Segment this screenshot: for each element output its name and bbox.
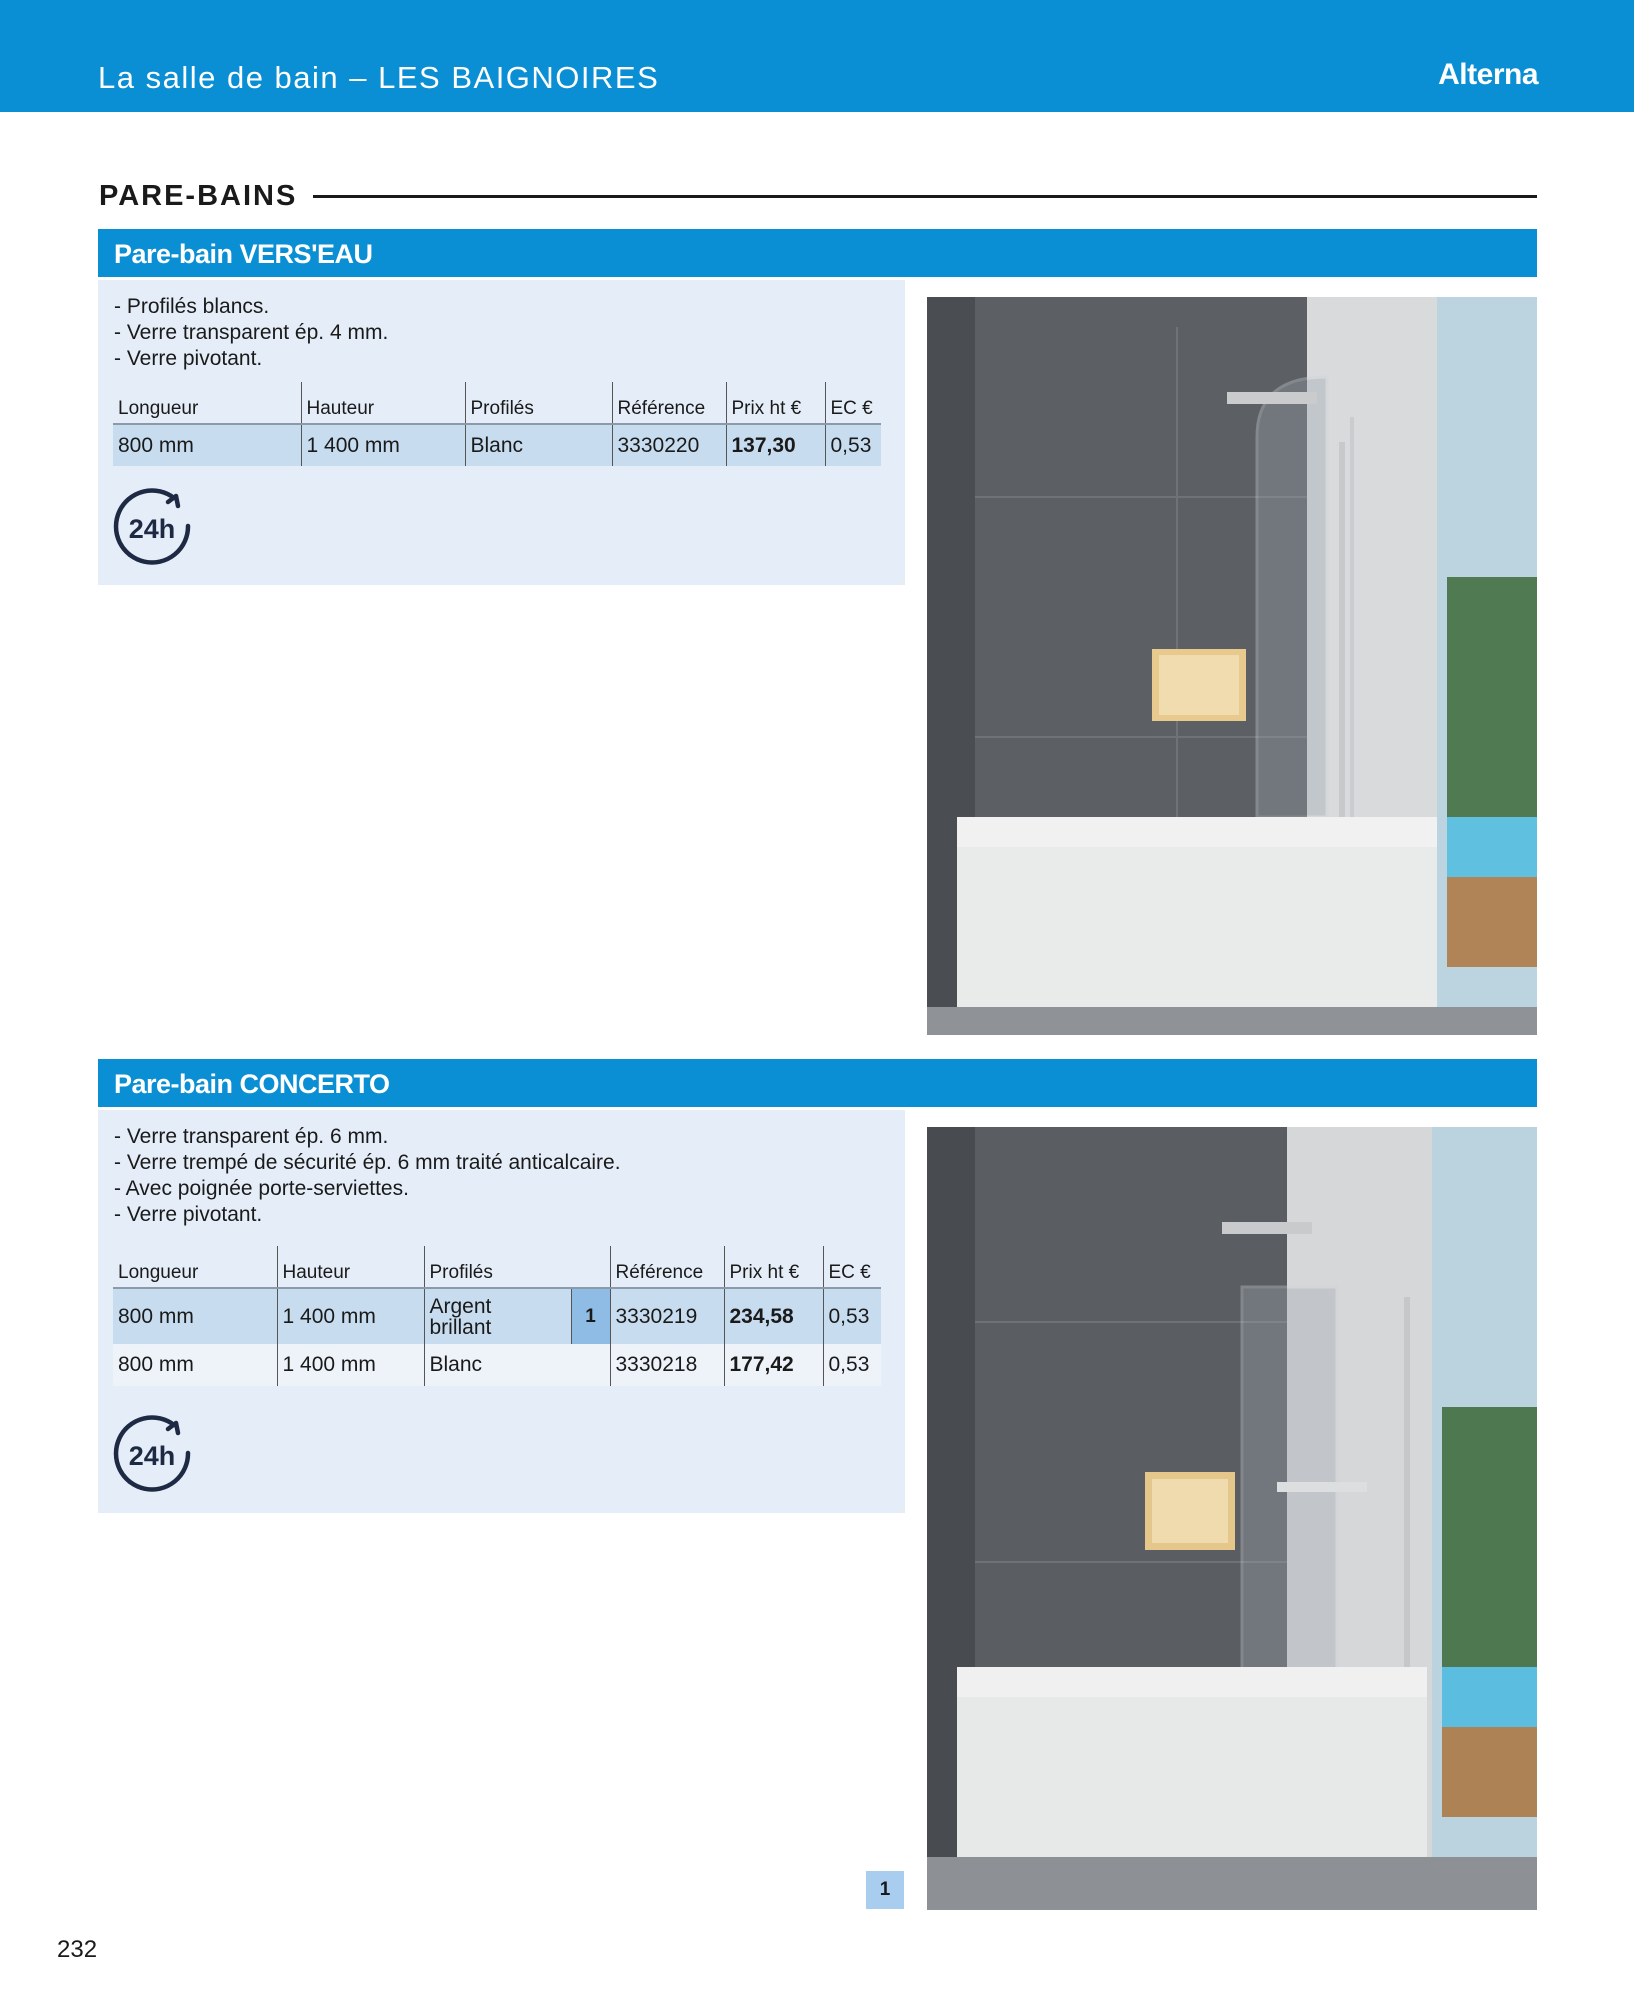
delivery-badge-text: 24h — [128, 514, 176, 544]
table-row — [113, 1344, 881, 1386]
cell-longueur: 800 mm — [113, 1344, 277, 1386]
product-name: Pare-bain VERS'EAU — [114, 239, 373, 269]
delivery-24h-icon — [112, 488, 196, 572]
column-header: Prix ht € — [724, 1246, 823, 1288]
column-header: EC € — [823, 1246, 881, 1288]
page-header-title: La salle de bain – LES BAIGNOIRES — [98, 60, 660, 95]
cell-longueur: 800 mm — [113, 424, 301, 466]
table-row — [113, 424, 881, 466]
feature-item: - Verre transparent ép. 4 mm. — [114, 321, 389, 344]
feature-item: - Profilés blancs. — [114, 295, 270, 318]
column-header: Hauteur — [277, 1246, 424, 1288]
page-number: 232 — [57, 1936, 98, 1963]
cell-hauteur: 1 400 mm — [277, 1344, 424, 1386]
section-title: PARE-BAINS — [99, 179, 298, 212]
profiles-line: brillant — [429, 1315, 492, 1339]
feature-list — [114, 1124, 621, 1228]
feature-item: - Avec poignée porte-serviettes. — [114, 1177, 409, 1200]
header-bar — [0, 0, 1634, 112]
feature-list — [114, 294, 388, 372]
cell-hauteur: 1 400 mm — [277, 1288, 424, 1344]
column-header: Prix ht € — [726, 382, 825, 424]
delivery-badge-text: 24h — [128, 1441, 176, 1471]
table-row — [113, 1288, 881, 1344]
cell-reference: 3330219 — [610, 1288, 724, 1344]
column-header: Longueur — [113, 1246, 277, 1288]
cell-reference: 3330220 — [612, 424, 726, 466]
profiles-line: Argent — [429, 1294, 492, 1318]
column-header: Référence — [610, 1246, 724, 1288]
delivery-24h-icon — [112, 1415, 196, 1499]
cell-longueur: 800 mm — [113, 1288, 277, 1344]
product-name: Pare-bain CONCERTO — [114, 1069, 390, 1099]
column-header: Référence — [612, 382, 726, 424]
section-rule — [313, 195, 1537, 198]
cell-hauteur: 1 400 mm — [301, 424, 465, 466]
table-header-row — [113, 1246, 881, 1288]
feature-item: - Verre transparent ép. 6 mm. — [114, 1125, 389, 1148]
feature-item: - Verre trempé de sécurité ép. 6 mm traité anticalcaire. — [114, 1151, 621, 1174]
product-title-bar — [98, 1059, 1537, 1107]
cell-reference: 3330218 — [610, 1344, 724, 1386]
spec-table — [113, 1246, 881, 1386]
column-header: Profilés — [424, 1246, 610, 1288]
feature-item: - Verre pivotant. — [114, 1203, 263, 1226]
column-header: EC € — [825, 382, 881, 424]
cell-ec: 0,53 — [823, 1344, 881, 1386]
bathtub-photo-illustration — [927, 1127, 1537, 1910]
bathtub-photo-illustration — [927, 297, 1537, 1035]
product-info-panel — [98, 1110, 905, 1513]
product-info-panel — [98, 280, 905, 585]
footnote-marker: 1 — [866, 1871, 904, 1909]
column-header: Longueur — [113, 382, 301, 424]
section-heading — [99, 176, 1537, 216]
cell-ec: 0,53 — [823, 1288, 881, 1344]
cell-ec: 0,53 — [825, 424, 881, 466]
cell-profiles: Blanc — [465, 424, 612, 466]
column-header: Profilés — [465, 382, 612, 424]
feature-item: - Verre pivotant. — [114, 347, 263, 370]
product-title-bar — [98, 229, 1537, 277]
brand-logo: Alterna — [1438, 58, 1538, 91]
footnote-marker: 1 — [571, 1288, 610, 1344]
product-photo — [927, 297, 1537, 1035]
cell-profiles: Blanc — [424, 1344, 610, 1386]
cell-price: 137,30 — [726, 424, 825, 466]
cell-price: 234,58 — [724, 1288, 823, 1344]
product-photo — [927, 1127, 1537, 1910]
table-header-row — [113, 382, 881, 424]
cell-price: 177,42 — [724, 1344, 823, 1386]
column-header: Hauteur — [301, 382, 465, 424]
cell-profiles — [424, 1288, 571, 1344]
spec-table — [113, 382, 881, 466]
